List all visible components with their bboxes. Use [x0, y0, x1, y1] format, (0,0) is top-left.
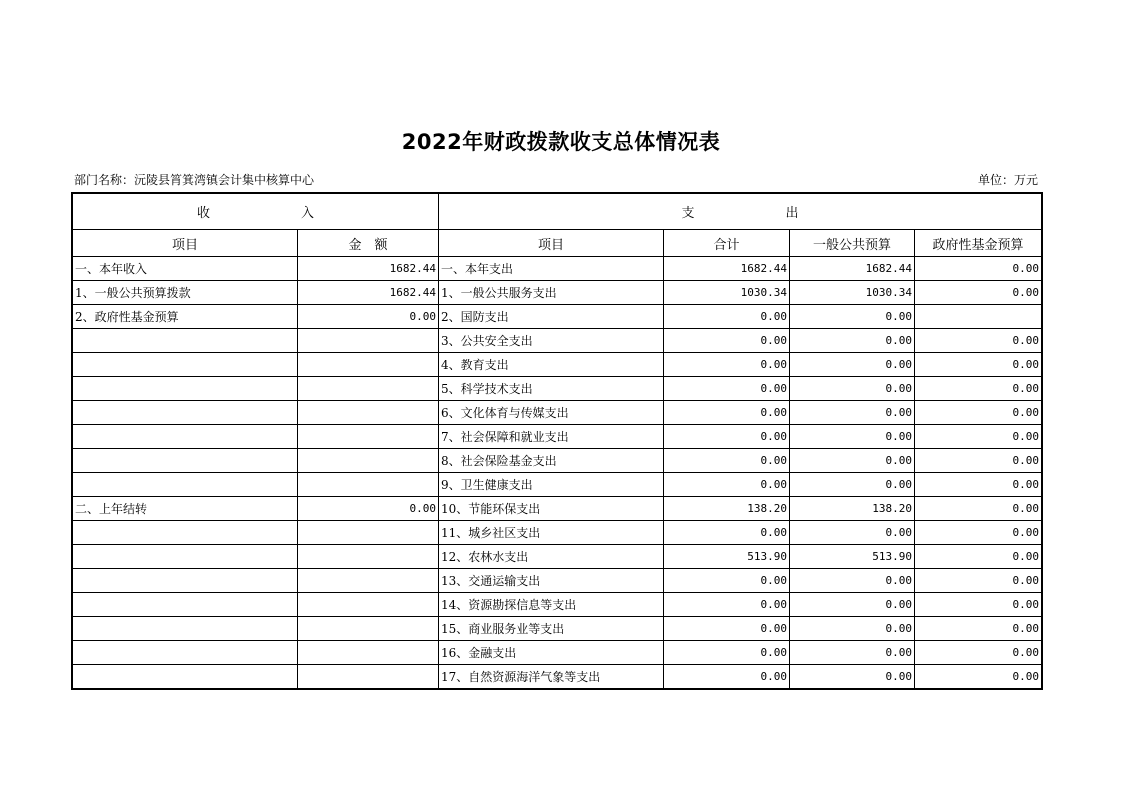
expense-item-cell: 10、节能环保支出 [439, 497, 664, 521]
fund-budget-cell: 0.00 [915, 665, 1042, 689]
income-item-cell [73, 449, 298, 473]
fund-budget-cell: 0.00 [915, 593, 1042, 617]
fund-budget-cell: 0.00 [915, 449, 1042, 473]
column-header-income-item: 项目 [73, 230, 298, 257]
fund-budget-cell: 0.00 [915, 425, 1042, 449]
general-budget-cell: 0.00 [790, 353, 915, 377]
column-header-income-amount: 金 额 [298, 230, 439, 257]
general-budget-cell: 0.00 [790, 401, 915, 425]
fund-budget-cell: 0.00 [915, 281, 1042, 305]
fund-budget-cell: 0.00 [915, 521, 1042, 545]
unit-label: 单位：万元 [977, 173, 1038, 187]
expense-item-cell: 5、科学技术支出 [439, 377, 664, 401]
column-header-total: 合计 [664, 230, 790, 257]
total-cell: 0.00 [664, 377, 790, 401]
income-item-cell [73, 377, 298, 401]
income-item-cell [73, 473, 298, 497]
general-budget-cell: 0.00 [790, 521, 915, 545]
table-row [73, 617, 1042, 641]
general-budget-cell: 0.00 [790, 593, 915, 617]
expense-item-cell: 3、公共安全支出 [439, 329, 664, 353]
income-amount-cell [298, 353, 439, 377]
column-header-general-budget: 一般公共预算 [790, 230, 915, 257]
section-header-row [73, 194, 1042, 230]
total-cell: 513.90 [664, 545, 790, 569]
table-row [73, 329, 1042, 353]
fund-budget-cell: 0.00 [915, 257, 1042, 281]
total-cell: 0.00 [664, 593, 790, 617]
income-item-cell: 一、本年收入 [73, 257, 298, 281]
income-item-cell [73, 665, 298, 689]
general-budget-cell: 1030.34 [790, 281, 915, 305]
income-amount-cell: 0.00 [298, 497, 439, 521]
fund-budget-cell: 0.00 [915, 617, 1042, 641]
income-amount-cell [298, 377, 439, 401]
expense-item-cell: 1、一般公共服务支出 [439, 281, 664, 305]
table-row [73, 641, 1042, 665]
table-row [73, 353, 1042, 377]
general-budget-cell: 0.00 [790, 305, 915, 329]
total-cell: 0.00 [664, 569, 790, 593]
general-budget-cell: 513.90 [790, 545, 915, 569]
budget-table [72, 193, 1042, 689]
column-header-expense-item: 项目 [439, 230, 664, 257]
income-amount-cell [298, 425, 439, 449]
income-amount-cell: 1682.44 [298, 281, 439, 305]
table-row [73, 425, 1042, 449]
total-cell: 0.00 [664, 617, 790, 641]
table-row [73, 593, 1042, 617]
income-amount-cell: 1682.44 [298, 257, 439, 281]
income-item-cell [73, 593, 298, 617]
expense-item-cell: 4、教育支出 [439, 353, 664, 377]
table-row [73, 569, 1042, 593]
table-row [73, 449, 1042, 473]
total-cell: 0.00 [664, 641, 790, 665]
total-cell: 0.00 [664, 665, 790, 689]
general-budget-cell: 0.00 [790, 425, 915, 449]
general-budget-cell: 138.20 [790, 497, 915, 521]
income-item-cell [73, 569, 298, 593]
fund-budget-cell: 0.00 [915, 545, 1042, 569]
expense-item-cell: 15、商业服务业等支出 [439, 617, 664, 641]
income-item-cell [73, 545, 298, 569]
income-item-cell [73, 641, 298, 665]
fund-budget-cell: 0.00 [915, 641, 1042, 665]
expense-item-cell: 17、自然资源海洋气象等支出 [439, 665, 664, 689]
income-item-cell: 2、政府性基金预算 [73, 305, 298, 329]
total-cell: 0.00 [664, 425, 790, 449]
expense-item-cell: 9、卫生健康支出 [439, 473, 664, 497]
fund-budget-cell: 0.00 [915, 377, 1042, 401]
column-header-row [73, 230, 1042, 257]
page-title: 2022年财政拨款收支总体情况表 [401, 130, 721, 154]
total-cell: 1682.44 [664, 257, 790, 281]
total-cell: 0.00 [664, 449, 790, 473]
income-amount-cell [298, 401, 439, 425]
income-item-cell [73, 401, 298, 425]
expense-item-cell: 6、文化体育与传媒支出 [439, 401, 664, 425]
income-amount-cell [298, 641, 439, 665]
income-amount-cell [298, 473, 439, 497]
total-cell: 0.00 [664, 401, 790, 425]
income-item-cell [73, 353, 298, 377]
total-cell: 0.00 [664, 305, 790, 329]
table-row [73, 377, 1042, 401]
department-label: 部门名称：沅陵县筲箕湾镇会计集中核算中心 [74, 173, 315, 187]
income-item-cell [73, 521, 298, 545]
total-cell: 0.00 [664, 521, 790, 545]
general-budget-cell: 0.00 [790, 473, 915, 497]
total-cell: 0.00 [664, 353, 790, 377]
general-budget-cell: 0.00 [790, 377, 915, 401]
total-cell: 138.20 [664, 497, 790, 521]
income-item-cell: 1、一般公共预算拨款 [73, 281, 298, 305]
table-row [73, 281, 1042, 305]
general-budget-cell: 0.00 [790, 617, 915, 641]
general-budget-cell: 1682.44 [790, 257, 915, 281]
expense-item-cell: 11、城乡社区支出 [439, 521, 664, 545]
fund-budget-cell: 0.00 [915, 329, 1042, 353]
income-item-cell [73, 617, 298, 641]
table-row [73, 497, 1042, 521]
expense-item-cell: 8、社会保险基金支出 [439, 449, 664, 473]
expense-item-cell: 12、农林水支出 [439, 545, 664, 569]
expense-item-cell: 16、金融支出 [439, 641, 664, 665]
expense-item-cell: 13、交通运输支出 [439, 569, 664, 593]
general-budget-cell: 0.00 [790, 665, 915, 689]
table-row [73, 545, 1042, 569]
total-cell: 0.00 [664, 473, 790, 497]
table-row [73, 305, 1042, 329]
income-amount-cell [298, 617, 439, 641]
general-budget-cell: 0.00 [790, 329, 915, 353]
income-amount-cell [298, 593, 439, 617]
table-row [73, 521, 1042, 545]
income-amount-cell [298, 449, 439, 473]
table-row [73, 473, 1042, 497]
column-header-fund-budget: 政府性基金预算 [915, 230, 1042, 257]
general-budget-cell: 0.00 [790, 449, 915, 473]
income-amount-cell [298, 665, 439, 689]
table-row [73, 257, 1042, 281]
income-amount-cell [298, 569, 439, 593]
total-cell: 0.00 [664, 329, 790, 353]
income-section-header: 收 入 [73, 194, 439, 230]
expense-item-cell: 14、资源勘探信息等支出 [439, 593, 664, 617]
fund-budget-cell: 0.00 [915, 353, 1042, 377]
income-item-cell: 二、上年结转 [73, 497, 298, 521]
income-item-cell [73, 329, 298, 353]
income-amount-cell [298, 545, 439, 569]
table-row [73, 665, 1042, 689]
income-item-cell [73, 425, 298, 449]
expense-section-header: 支 出 [439, 194, 1042, 230]
expense-item-cell: 一、本年支出 [439, 257, 664, 281]
fund-budget-cell: 0.00 [915, 569, 1042, 593]
general-budget-cell: 0.00 [790, 641, 915, 665]
expense-item-cell: 7、社会保障和就业支出 [439, 425, 664, 449]
expense-item-cell: 2、国防支出 [439, 305, 664, 329]
income-amount-cell [298, 521, 439, 545]
fund-budget-cell: 0.00 [915, 401, 1042, 425]
fund-budget-cell: 0.00 [915, 473, 1042, 497]
total-cell: 1030.34 [664, 281, 790, 305]
fund-budget-cell: 0.00 [915, 497, 1042, 521]
general-budget-cell: 0.00 [790, 569, 915, 593]
fund-budget-cell [915, 305, 1042, 329]
income-amount-cell: 0.00 [298, 305, 439, 329]
income-amount-cell [298, 329, 439, 353]
table-row [73, 401, 1042, 425]
